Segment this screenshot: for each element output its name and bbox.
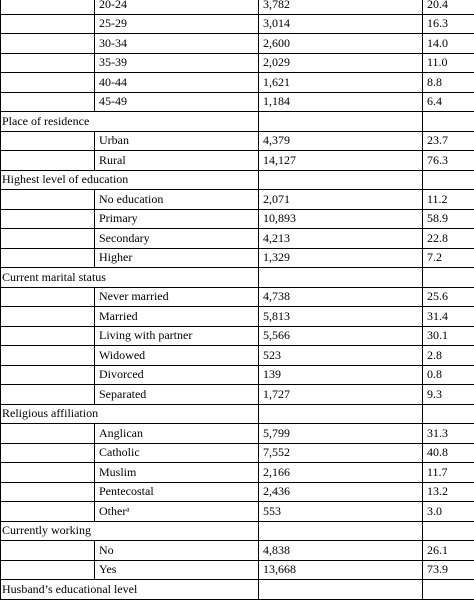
count-cell: 5,813 (259, 307, 423, 327)
percent-cell: 31.4 (423, 307, 474, 327)
section-percent-cell (423, 580, 474, 600)
percent-cell: 26.1 (423, 541, 474, 561)
count-cell: 3,014 (259, 14, 423, 34)
section-header-row (1, 170, 474, 190)
indent-cell (1, 151, 95, 171)
category-label: Widowed (95, 346, 259, 366)
table-row (1, 131, 474, 151)
table-row (1, 53, 474, 73)
count-cell: 139 (259, 365, 423, 385)
percent-cell: 11.2 (423, 190, 474, 210)
table-row (1, 229, 474, 249)
percent-cell: 30.1 (423, 326, 474, 346)
percent-cell: 22.8 (423, 229, 474, 249)
percent-cell: 20.4 (423, 0, 474, 14)
category-label: Pentecostal (95, 482, 259, 502)
percent-cell: 16.3 (423, 14, 474, 34)
section-label: Currently working (1, 521, 259, 541)
section-header-row (1, 268, 474, 288)
count-cell: 3,782 (259, 0, 423, 14)
category-label: Catholic (95, 443, 259, 463)
section-header-row (1, 580, 474, 600)
section-count-cell (259, 521, 423, 541)
section-percent-cell (423, 404, 474, 424)
table-row (1, 209, 474, 229)
indent-cell (1, 326, 95, 346)
percent-cell: 7.2 (423, 248, 474, 268)
category-label: Anglican (95, 424, 259, 444)
section-count-cell (259, 112, 423, 132)
percent-cell: 13.2 (423, 482, 474, 502)
count-cell: 4,838 (259, 541, 423, 561)
table-row (1, 248, 474, 268)
table-row (1, 443, 474, 463)
section-count-cell (259, 268, 423, 288)
indent-cell (1, 560, 95, 580)
percent-cell: 9.3 (423, 385, 474, 405)
category-label: Primary (95, 209, 259, 229)
indent-cell (1, 541, 95, 561)
count-cell: 5,799 (259, 424, 423, 444)
table-row (1, 365, 474, 385)
category-label: 40-44 (95, 73, 259, 93)
percent-cell: 11.0 (423, 53, 474, 73)
count-cell: 14,127 (259, 151, 423, 171)
table-row (1, 541, 474, 561)
count-cell: 13,668 (259, 560, 423, 580)
section-percent-cell (423, 112, 474, 132)
category-label: 20-24 (95, 0, 259, 14)
indent-cell (1, 346, 95, 366)
section-count-cell (259, 580, 423, 600)
indent-cell (1, 14, 95, 34)
percent-cell: 0.8 (423, 365, 474, 385)
category-label: Married (95, 307, 259, 327)
section-percent-cell (423, 170, 474, 190)
indent-cell (1, 463, 95, 483)
indent-cell (1, 34, 95, 54)
count-cell: 4,213 (259, 229, 423, 249)
category-label: 45-49 (95, 92, 259, 112)
count-cell: 2,600 (259, 34, 423, 54)
section-label: Religious affiliation (1, 404, 259, 424)
table-row (1, 482, 474, 502)
indent-cell (1, 53, 95, 73)
indent-cell (1, 307, 95, 327)
percent-cell: 8.8 (423, 73, 474, 93)
category-label: Separated (95, 385, 259, 405)
table-row (1, 190, 474, 210)
category-label: Secondary (95, 229, 259, 249)
count-cell: 2,436 (259, 482, 423, 502)
percent-cell: 31.3 (423, 424, 474, 444)
count-cell: 4,379 (259, 131, 423, 151)
indent-cell (1, 73, 95, 93)
indent-cell (1, 365, 95, 385)
table-body (1, 0, 474, 599)
table-row (1, 346, 474, 366)
table-row (1, 385, 474, 405)
table-row (1, 92, 474, 112)
percent-cell: 11.7 (423, 463, 474, 483)
table-row (1, 34, 474, 54)
category-label: Never married (95, 287, 259, 307)
section-header-row (1, 521, 474, 541)
percent-cell: 25.6 (423, 287, 474, 307)
count-cell: 523 (259, 346, 423, 366)
table-row (1, 14, 474, 34)
category-label: Higher (95, 248, 259, 268)
section-count-cell (259, 170, 423, 190)
count-cell: 5,566 (259, 326, 423, 346)
count-cell: 1,621 (259, 73, 423, 93)
category-label: 30-34 (95, 34, 259, 54)
table-row (1, 424, 474, 444)
indent-cell (1, 502, 95, 522)
count-cell: 2,166 (259, 463, 423, 483)
category-label: Yes (95, 560, 259, 580)
count-cell: 7,552 (259, 443, 423, 463)
table-row (1, 560, 474, 580)
category-label: Muslim (95, 463, 259, 483)
table-row (1, 287, 474, 307)
count-cell: 10,893 (259, 209, 423, 229)
count-cell: 553 (259, 502, 423, 522)
indent-cell (1, 443, 95, 463)
table-row (1, 73, 474, 93)
percent-cell: 73.9 (423, 560, 474, 580)
category-label: Rural (95, 151, 259, 171)
section-header-row (1, 112, 474, 132)
indent-cell (1, 248, 95, 268)
category-label: Otherᵃ (95, 502, 259, 522)
category-label: Urban (95, 131, 259, 151)
indent-cell (1, 209, 95, 229)
count-cell: 1,727 (259, 385, 423, 405)
section-label: Place of residence (1, 112, 259, 132)
percent-cell: 3.0 (423, 502, 474, 522)
category-label: Living with partner (95, 326, 259, 346)
table-row (1, 307, 474, 327)
section-label: Husband’s educational level (1, 580, 259, 600)
count-cell: 4,738 (259, 287, 423, 307)
indent-cell (1, 287, 95, 307)
section-count-cell (259, 404, 423, 424)
category-label: Divorced (95, 365, 259, 385)
percent-cell: 58.9 (423, 209, 474, 229)
section-header-row (1, 404, 474, 424)
indent-cell (1, 0, 95, 14)
category-label: 35-39 (95, 53, 259, 73)
table-row (1, 463, 474, 483)
section-label: Highest level of education (1, 170, 259, 190)
indent-cell (1, 482, 95, 502)
percent-cell: 6.4 (423, 92, 474, 112)
category-label: 25-29 (95, 14, 259, 34)
indent-cell (1, 385, 95, 405)
indent-cell (1, 92, 95, 112)
table-row (1, 502, 474, 522)
count-cell: 1,184 (259, 92, 423, 112)
count-cell: 2,071 (259, 190, 423, 210)
count-cell: 1,329 (259, 248, 423, 268)
table-row (1, 326, 474, 346)
indent-cell (1, 424, 95, 444)
table-row (1, 151, 474, 171)
indent-cell (1, 131, 95, 151)
percent-cell: 2.8 (423, 346, 474, 366)
section-label: Current marital status (1, 268, 259, 288)
indent-cell (1, 229, 95, 249)
category-label: No (95, 541, 259, 561)
section-percent-cell (423, 521, 474, 541)
percent-cell: 40.8 (423, 443, 474, 463)
table-row (1, 0, 474, 14)
count-cell: 2,029 (259, 53, 423, 73)
category-label: No education (95, 190, 259, 210)
indent-cell (1, 190, 95, 210)
percent-cell: 14.0 (423, 34, 474, 54)
percent-cell: 76.3 (423, 151, 474, 171)
percent-cell: 23.7 (423, 131, 474, 151)
section-percent-cell (423, 268, 474, 288)
